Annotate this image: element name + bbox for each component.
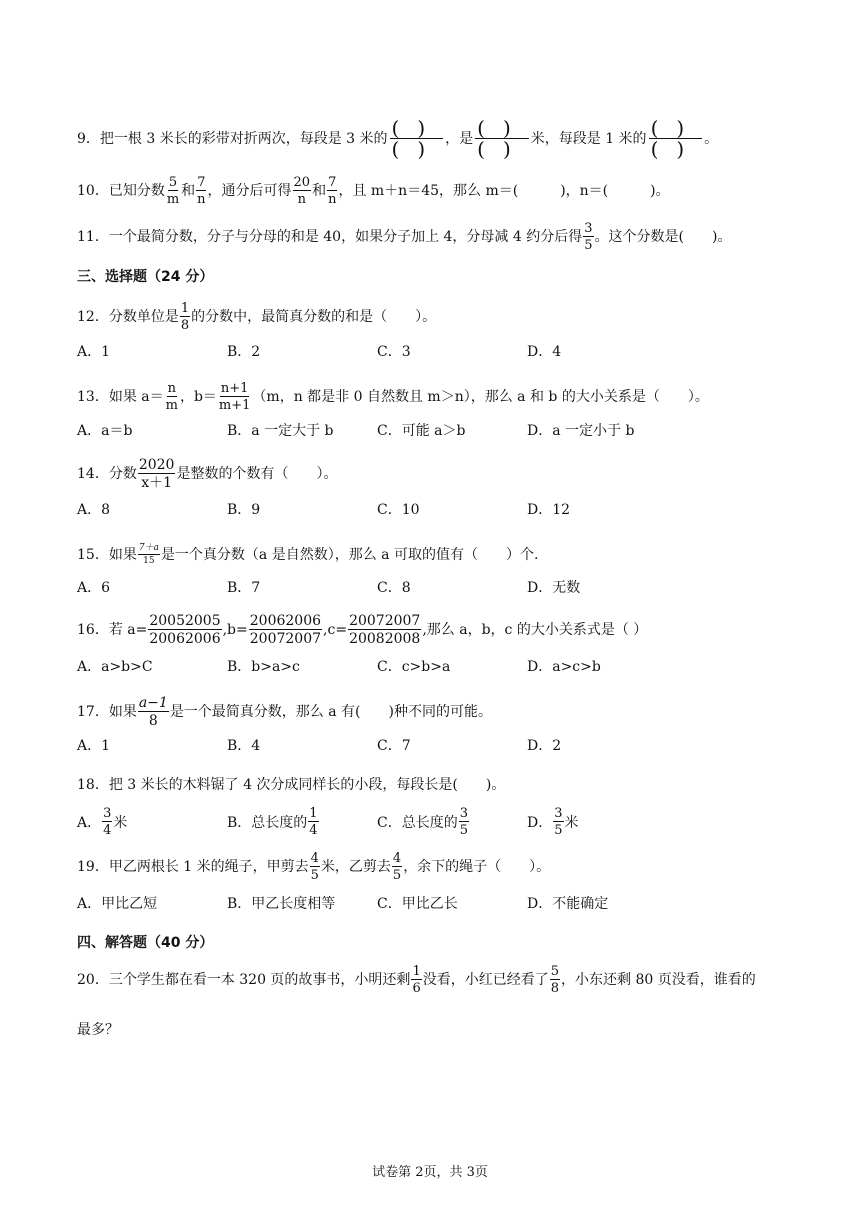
fraction: $\frac{20062006}{20072007}$ <box>249 613 322 647</box>
option-d[interactable]: D．无数 <box>527 580 581 596</box>
question-10 <box>77 176 820 206</box>
option-b[interactable]: B．甲乙长度相等 <box>227 896 336 912</box>
q18-text: 18．把 3 米长的木料锯了 4 次分成同样长的小段，每段长是( )。 <box>77 777 506 793</box>
q10-text: 10．已知分数 <box>77 183 165 199</box>
option-d[interactable]: D．2 <box>527 738 562 754</box>
question-20 <box>77 965 820 995</box>
option-b[interactable]: B．4 <box>227 738 261 754</box>
fraction: $\frac{20072007}{20082008}$ <box>349 613 421 647</box>
fraction: $\frac{1}{8}$ <box>180 301 190 333</box>
q20-mid: 没看，小红已经看了 <box>422 972 549 988</box>
fraction: $\frac{3}{5}$ <box>584 221 593 253</box>
q10-and: 和 <box>181 183 196 199</box>
q16-mid: ,b= <box>222 622 248 638</box>
option-d[interactable]: D．12 <box>527 502 571 518</box>
q10-and-2: 和 <box>312 183 327 199</box>
option-c[interactable]: C．7 <box>377 738 411 754</box>
option-a[interactable]: A．1 <box>77 738 111 754</box>
q15-end: 是一个真分数（a 是自然数），那么 a 可取的值有（ ）个. <box>160 547 539 563</box>
q12-text: 12．分数单位是 <box>77 309 179 325</box>
blank-fraction[interactable]: () () <box>650 116 703 161</box>
option-c[interactable]: C．总长度的 $\frac{3}{5}$ <box>377 806 468 838</box>
option-b[interactable]: B．9 <box>227 502 261 518</box>
option-b[interactable]: B．2 <box>227 344 261 360</box>
option-d[interactable]: D．a 一定小于 b <box>527 423 635 439</box>
blank-fraction[interactable]: () () <box>391 116 444 161</box>
fraction: $\frac{20}{n}$ <box>293 175 311 207</box>
q17-end: 是一个最简真分数，那么 a 有( )种不同的可能。 <box>169 704 492 720</box>
q20-text: 20．三个学生都在看一本 320 页的故事书，小明还剩 <box>77 972 411 988</box>
option-c[interactable]: C．c>b>a <box>377 659 451 675</box>
option-b[interactable]: B．7 <box>227 580 261 596</box>
q20-text-2: 最多？ <box>77 1022 119 1038</box>
question-17 <box>77 696 820 728</box>
blank-fraction[interactable]: () () <box>477 116 529 161</box>
option-d[interactable]: D．a>c>b <box>527 659 601 675</box>
option-a[interactable]: A．6 <box>77 580 111 596</box>
q13-mid: ，b＝ <box>179 389 217 405</box>
page-footer: 试卷第 2页，共 3页 <box>372 1165 488 1180</box>
option-a[interactable]: A．甲比乙短 <box>77 896 158 912</box>
q19-end: ，余下的绳子（ ）。 <box>403 859 551 875</box>
q20-end: ，小东还剩 80 页没看，谁看的 <box>561 972 756 988</box>
q14-text: 14．分数 <box>77 466 137 482</box>
q9-text-3: 米，每段是 1 米的 <box>530 130 647 147</box>
option-d[interactable]: D．4 <box>527 344 562 360</box>
option-a[interactable]: A．a>b>C <box>77 659 153 675</box>
q16-text: 16．若 a= <box>77 622 148 638</box>
q14-end: 是整数的个数有（ ）。 <box>176 466 338 482</box>
option-a[interactable]: A．a＝b <box>77 423 133 439</box>
fraction: $\frac{4}{5}$ <box>392 851 402 883</box>
q19-mid: 米，乙剪去 <box>320 859 391 875</box>
q9-text-end: 。 <box>704 130 719 147</box>
question-9 <box>77 118 820 159</box>
q17-text: 17．如果 <box>77 704 137 720</box>
question-18 <box>77 778 820 792</box>
option-c[interactable]: C．10 <box>377 502 420 518</box>
option-c[interactable]: C．甲比乙长 <box>377 896 458 912</box>
option-a[interactable]: A．8 <box>77 502 111 518</box>
fraction: $\frac{n}{m}$ <box>165 381 178 413</box>
fraction: $\frac{n+1}{m+1}$ <box>218 381 251 413</box>
fraction: $\frac{1}{6}$ <box>412 964 421 996</box>
q10-end: ，且 m＋n＝45，那么 m＝( )，n＝( )。 <box>338 183 670 199</box>
option-c[interactable]: C．可能 a＞b <box>377 423 466 439</box>
fraction: $\frac{20052005}{20062006}$ <box>149 613 221 647</box>
fraction: $\frac{1}{4}$ <box>309 806 318 838</box>
q9-text-2: ，是 <box>445 130 474 147</box>
option-c[interactable]: C．8 <box>377 580 411 596</box>
q11-text: 11．一个最简分数，分子与分母的和是 40，如果分子加上 4，分母减 4 约分后得 <box>77 229 583 245</box>
q11-end: 。这个分数是( )。 <box>594 229 732 245</box>
option-b[interactable]: B．总长度的 $\frac{1}{4}$ <box>227 806 318 838</box>
q13-text: 13．如果 a＝ <box>77 389 164 405</box>
q13-end: （m，n 都是非 0 自然数且 m＞n），那么 a 和 b 的大小关系是（ ）。 <box>252 389 709 405</box>
fraction: $\frac{2020}{x+1}$ <box>138 457 175 491</box>
question-14 <box>77 458 820 490</box>
section-heading: 三、选择题（24 分） <box>77 269 214 285</box>
question-15 <box>77 544 820 566</box>
question-12 <box>77 302 820 332</box>
q19-text: 19．甲乙两根长 1 米的绳子，甲剪去 <box>77 859 309 875</box>
fraction: $\frac{5}{m}$ <box>166 175 180 207</box>
q12-end: 的分数中，最简真分数的和是（ ）。 <box>191 309 437 325</box>
option-c[interactable]: C．3 <box>377 344 411 360</box>
fraction: $\frac{3}{5}$ <box>459 806 468 838</box>
q10-mid: ，通分后可得 <box>207 183 292 199</box>
fraction: $\frac{3}{5}$ <box>554 806 563 838</box>
option-d[interactable]: D． $\frac{3}{5}$ 米 <box>527 806 579 838</box>
q16-mid-2: ,c= <box>323 622 348 638</box>
question-13 <box>77 382 820 412</box>
option-a[interactable]: A． $\frac{3}{4}$ 米 <box>77 806 128 838</box>
option-d[interactable]: D．不能确定 <box>527 896 609 912</box>
q9-text: 9．把一根 3 米长的彩带对折两次，每段是 3 米的 <box>77 130 388 147</box>
fraction: $\frac{a-1}{8}$ <box>138 695 168 729</box>
question-20-line-2 <box>77 1023 820 1037</box>
option-b[interactable]: B．a 一定大于 b <box>227 423 334 439</box>
q16-end: ,那么 a，b，c 的大小关系式是（ ） <box>422 622 648 638</box>
fraction: $\frac{7+a}{15}$ <box>138 543 159 566</box>
option-b[interactable]: B．b>a>c <box>227 659 300 675</box>
q18-options <box>77 807 820 843</box>
question-11 <box>77 222 820 252</box>
fraction: $\frac{4}{5}$ <box>310 851 319 883</box>
q15-text: 15．如果 <box>77 547 137 563</box>
fraction: $\frac{5}{8}$ <box>550 964 559 996</box>
fraction: $\frac{7}{n}$ <box>197 175 206 207</box>
question-19 <box>77 852 820 882</box>
section-heading: 四、解答题（40 分） <box>77 935 214 951</box>
option-a[interactable]: A．1 <box>77 344 111 360</box>
question-16 <box>77 614 820 646</box>
fraction: $\frac{7}{n}$ <box>328 175 337 207</box>
fraction: $\frac{3}{4}$ <box>103 806 112 838</box>
